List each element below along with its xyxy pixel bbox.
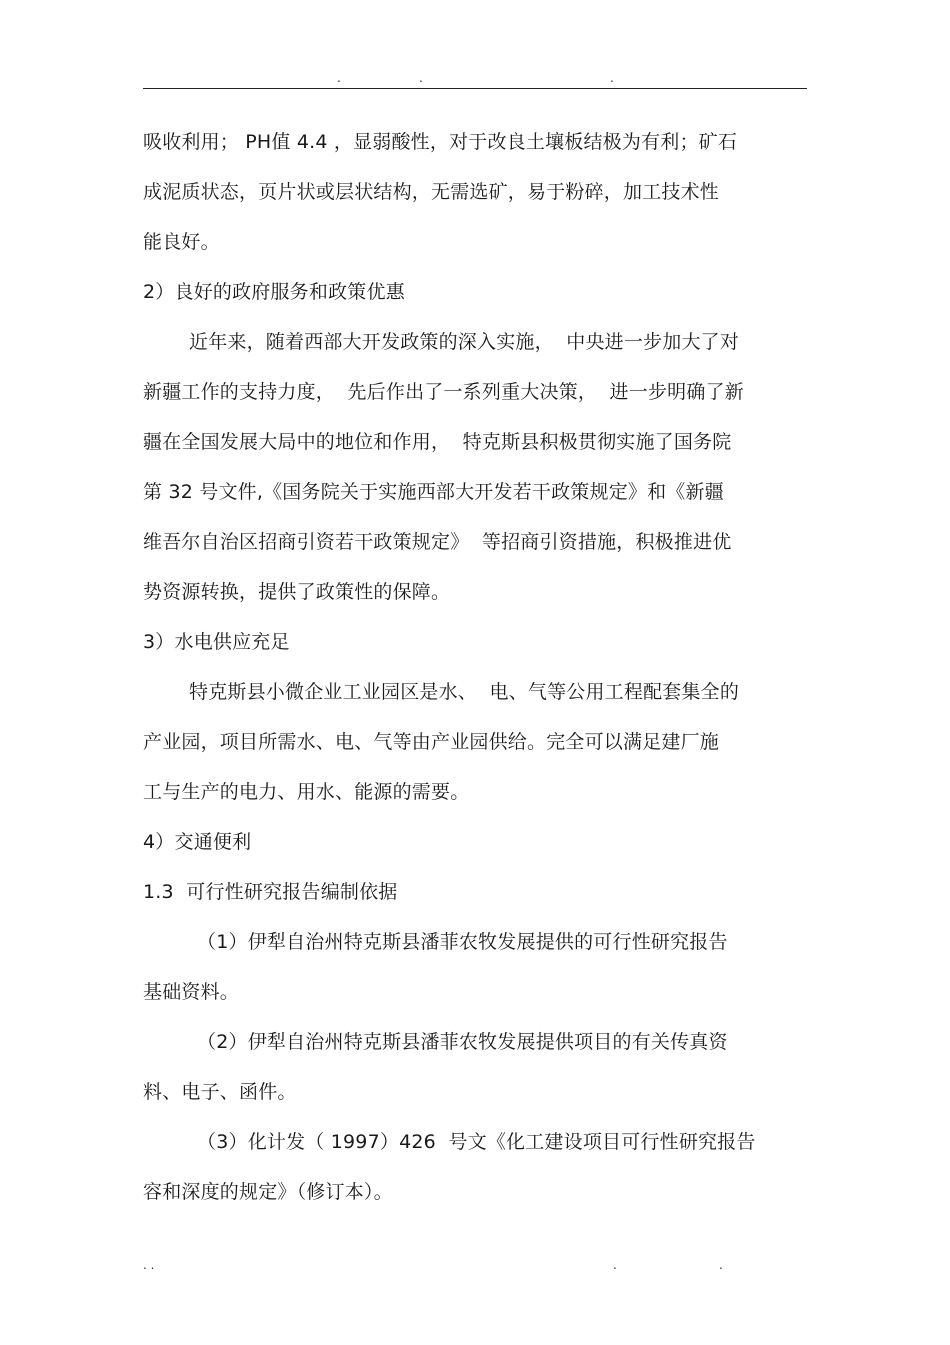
header-dot: . bbox=[337, 71, 341, 85]
paragraph-line: 吸收利用； PH值 4.4 ，显弱酸性，对于改良土壤板结极为有利；矿石 bbox=[143, 131, 738, 153]
header-dot: . bbox=[419, 71, 423, 85]
paragraph-line: 成泥质状态，页片状或层状结构，无需选矿，易于粉碎，加工技术性 bbox=[143, 181, 720, 203]
paragraph-line: 势资源转换，提供了政策性的保障。 bbox=[143, 581, 451, 603]
list-item-line: 基础资料。 bbox=[143, 981, 240, 1003]
list-item-line: （2）伊犁自治州特克斯县潘菲农牧发展提供项目的有关传真资 bbox=[197, 1031, 728, 1053]
section-heading: 1.3 可行性研究报告编制依据 bbox=[143, 881, 398, 903]
paragraph-line: 第 32 号文件,《国务院关于实施西部大开发若干政策规定》和《新疆 bbox=[143, 481, 724, 503]
footer-dot: . bbox=[613, 1258, 617, 1272]
list-item-line: （3）化计发（ 1997）426 号文《化工建设项目可行性研究报告 bbox=[197, 1131, 756, 1153]
paragraph-line: 能良好。 bbox=[143, 231, 220, 253]
paragraph-line: 疆在全国发展大局中的地位和作用， 特克斯县积极贯彻实施了国务院 bbox=[143, 431, 732, 453]
footer-dot: . bbox=[719, 1258, 723, 1272]
paragraph-line: 产业园，项目所需水、电、气等由产业园供给。完全可以满足建厂施 bbox=[143, 731, 720, 753]
header-dot: . bbox=[610, 71, 614, 85]
footer-dot: . . bbox=[143, 1258, 155, 1272]
paragraph-line: 近年来，随着西部大开发政策的深入实施， 中央进一步加大了对 bbox=[189, 331, 740, 353]
section-heading: 3）水电供应充足 bbox=[143, 631, 290, 653]
header-rule bbox=[143, 88, 807, 89]
list-item-line: 容和深度的规定》（修订本）。 bbox=[143, 1181, 393, 1203]
list-item-line: （1）伊犁自治州特克斯县潘菲农牧发展提供的可行性研究报告 bbox=[197, 931, 728, 953]
section-heading: 2）良好的政府服务和政策优惠 bbox=[143, 281, 405, 303]
list-item-line: 料、电子、函件。 bbox=[143, 1081, 297, 1103]
paragraph-line: 工与生产的电力、用水、能源的需要。 bbox=[143, 781, 470, 803]
section-heading: 4）交通便利 bbox=[143, 831, 252, 853]
paragraph-line: 特克斯县小微企业工业园区是水、 电、气等公用工程配套集全的 bbox=[189, 681, 740, 703]
paragraph-line: 新疆工作的支持力度， 先后作出了一系列重大决策， 进一步明确了新 bbox=[143, 381, 744, 403]
paragraph-line: 维吾尔自治区招商引资若干政策规定》 等招商引资措施，积极推进优 bbox=[143, 531, 732, 553]
